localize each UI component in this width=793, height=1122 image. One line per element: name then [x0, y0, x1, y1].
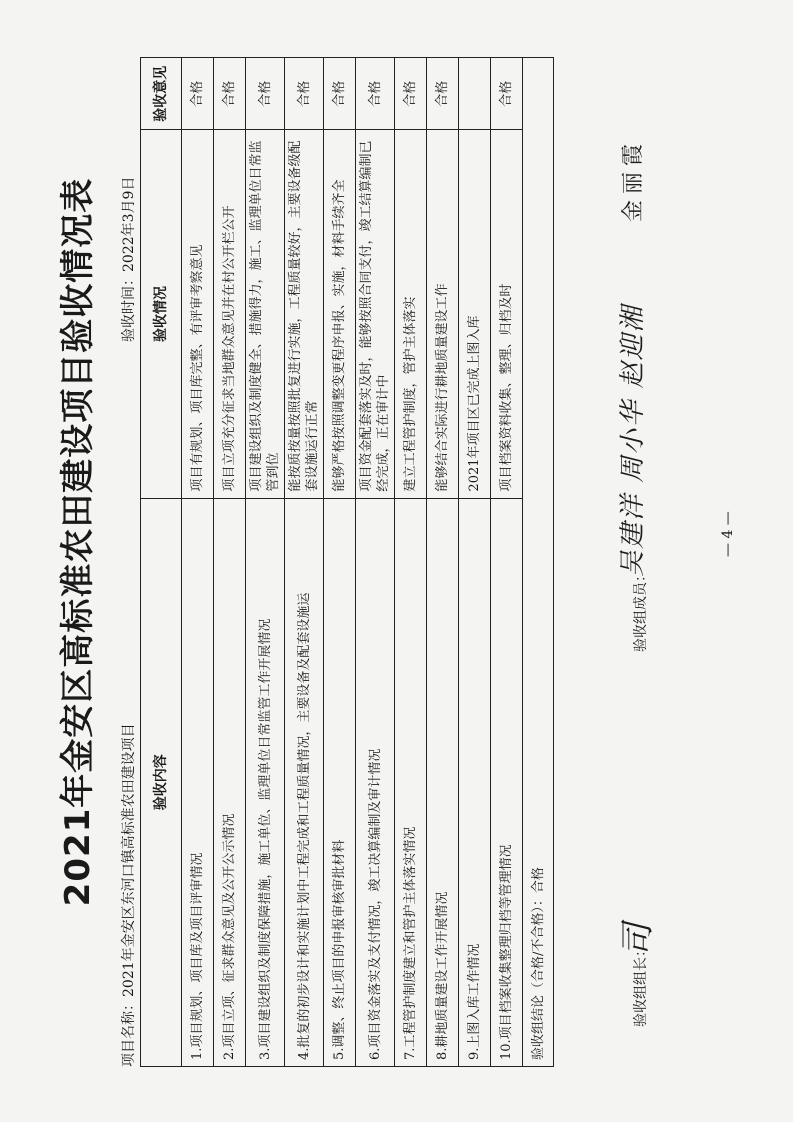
row-item: 8.耕地质量建设工作开展情况 [427, 498, 459, 1066]
table-row [214, 58, 246, 1067]
header-opinion: 验收意见 [141, 58, 182, 130]
row-opinion: 合格 [356, 58, 395, 130]
row-status: 项目资金配套落实及时，能够按照合同支付，竣工结算编制已经完成，正在审计中 [356, 130, 395, 498]
table-row [324, 58, 356, 1067]
row-item: 9.上图入库工作情况 [459, 498, 491, 1066]
row-opinion: 合格 [427, 58, 459, 130]
project-name: 项目名称：2021年金安区东河口镇高标准农田建设项目 [121, 723, 137, 1067]
row-opinion: 合格 [395, 58, 427, 130]
row-status: 建立工程管护制度，管护主体落实 [395, 130, 427, 498]
row-item: 3.项目建设组织及制度保障措施，施工单位、监理单位日常监管工作开展情况 [246, 498, 285, 1066]
row-item: 5.调整、终止项目的申报审核审批材料 [324, 498, 356, 1066]
row-status: 项目有规划、项目库完整、有评审考察意见 [182, 130, 214, 498]
table-row [285, 58, 324, 1067]
acceptance-time: 验收时间：2022年3月9日 [121, 176, 137, 342]
row-opinion: 合格 [214, 58, 246, 130]
page-number: — 4 — [720, 511, 736, 557]
table-row [491, 58, 523, 1067]
row-opinion: 合格 [285, 58, 324, 130]
conclusion-row [523, 58, 554, 1067]
extra-signature: 金丽霞 [621, 137, 646, 222]
row-item: 10.项目档案收集整理归档等管理情况 [491, 498, 523, 1066]
table-row [246, 58, 285, 1067]
document-title: 2021年金安区高标准农田建设项目验收情况表 [58, 177, 98, 907]
table-row [459, 58, 491, 1067]
table-row [395, 58, 427, 1067]
row-item: 6.项目资金落实及支付情况，竣工决算编制及审计情况 [356, 498, 395, 1066]
row-status: 2021年项目区已完成上图入库 [459, 130, 491, 498]
members-signature: 吴建洋 周小华 赵迎湘 [618, 304, 648, 577]
row-item: 7.工程管护制度建立和管护主体落实情况 [395, 498, 427, 1066]
conclusion-text: 验收组结论（合格/不合格）：合格 [523, 58, 554, 1067]
row-item: 1.项目规划、项目库及项目评审情况 [182, 498, 214, 1066]
row-item: 2.项目立项、征求群众意见及公开公示情况 [214, 498, 246, 1066]
row-status: 能按质按量按照批复进行实施，工程质量较好，主要设备级配套设施运行正常 [285, 130, 324, 498]
row-opinion: 合格 [491, 58, 523, 130]
row-opinion: 合格 [324, 58, 356, 130]
row-status: 项目立项充分征求当地群众意见并在村公开栏公开 [214, 130, 246, 498]
table-row [182, 58, 214, 1067]
members-label: 验收组成员： [633, 568, 649, 652]
row-opinion: 合格 [182, 58, 214, 130]
header-content: 验收内容 [141, 498, 182, 1066]
row-opinion: 合格 [246, 58, 285, 130]
acceptance-table [140, 57, 554, 1067]
row-status: 能够结合实际进行耕地质量建设工作 [427, 130, 459, 498]
leader-label: 验收组组长： [633, 943, 649, 1027]
row-status: 能够严格按照调整变更程序申报、实施，材料手续齐全 [324, 130, 356, 498]
header-status: 验收情况 [141, 130, 182, 498]
table-row [356, 58, 395, 1067]
table-row [427, 58, 459, 1067]
row-status: 项目建设组织及制度健全、措施得力，施工、监理单位日常监管到位 [246, 130, 285, 498]
leader-signature: 司 [618, 923, 658, 957]
row-item: 4.批复的初步设计和实施计划中工程完成和工程质量情况，主要设备及配套设施运 [285, 498, 324, 1066]
row-status: 项目档案资料收集、整理、归档及时 [491, 130, 523, 498]
row-opinion [459, 58, 491, 130]
